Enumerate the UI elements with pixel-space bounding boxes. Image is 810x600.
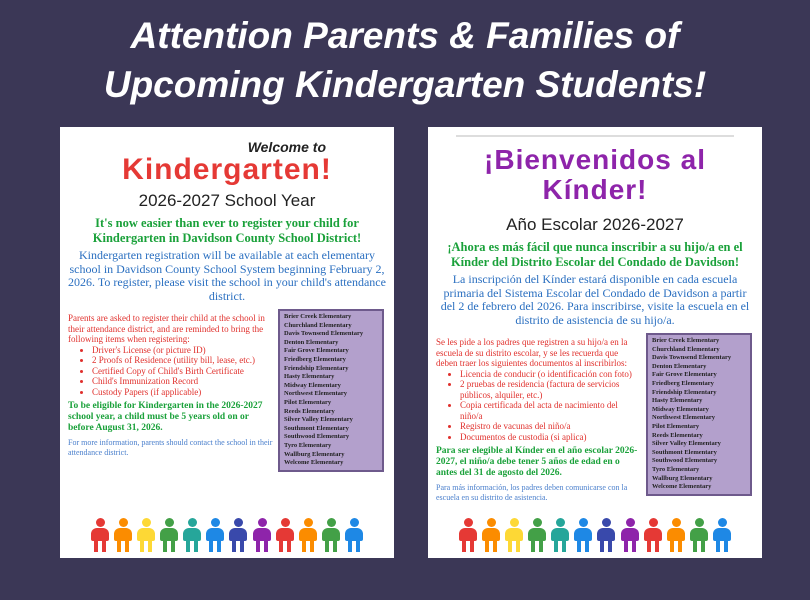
- child-figure-icon: [159, 518, 179, 552]
- child-figure-icon: [321, 518, 341, 552]
- more-info-text: For more information, parents should contact the school in their attendance district.: [68, 438, 273, 457]
- school-name: Denton Elementary: [652, 362, 707, 370]
- requirements: [68, 313, 273, 397]
- child-figure-icon: [504, 518, 524, 552]
- school-name: Churchland Elementary: [652, 345, 720, 353]
- bienvenidos-logo: [436, 145, 754, 205]
- requirements: [436, 337, 641, 442]
- school-year: Año Escolar 2026-2027: [506, 215, 684, 234]
- child-figure-icon: [458, 518, 478, 552]
- school-name: Tyro Elementary: [652, 465, 700, 473]
- school-name: Pilot Elementary: [284, 398, 332, 406]
- requirement-item: • 2 Proofs of Residence (utility bill, lease, etc.): [92, 355, 273, 366]
- eligibility-text: To be eligible for Kindergarten in the 2026-2027 school year, a child must be 5 years old on or before August 31, 2026.: [68, 401, 263, 433]
- child-figure-icon: [344, 518, 364, 552]
- school-name: Churchland Elementary: [284, 321, 352, 329]
- school-name: Tyro Elementary: [284, 441, 332, 449]
- requirements-list: [436, 369, 641, 443]
- children-graphic: [458, 514, 732, 552]
- requirements-intro: Se les pide a los padres que registren a su hijo/a en la escuela de su distrito escolar, y se les recuerda que deben traer los siguientes documentos al inscribirlos:: [436, 337, 628, 368]
- child-figure-icon: [712, 518, 732, 552]
- child-figure-icon: [298, 518, 318, 552]
- school-name: Davis Townsend Elementary: [284, 330, 364, 338]
- requirement-item: • 2 pruebas de residencia (factura de servicios públicos, alquiler, etc.): [460, 379, 641, 400]
- requirement-item: • Child's Immunization Record: [92, 376, 273, 387]
- school-name: Reeds Elementary: [652, 431, 703, 439]
- headline-line-1: Attention Parents & Families of: [130, 15, 680, 56]
- school-name: Fair Grove Elementary: [284, 347, 349, 355]
- school-name: Friedberg Elementary: [284, 355, 346, 363]
- kindergarten-logo: [68, 127, 386, 185]
- child-figure-icon: [596, 518, 616, 552]
- school-name: Reeds Elementary: [284, 407, 335, 415]
- child-figure-icon: [113, 518, 133, 552]
- children-graphic: [90, 514, 364, 552]
- eligibility-text: Para ser elegible al Kínder en el año escolar 2026- 2027, el niño/a debe tener 5 años de edad en o antes del 31 de agosto del 2026.: [436, 446, 638, 478]
- school-name: Denton Elementary: [284, 338, 339, 346]
- child-figure-icon: [666, 518, 686, 552]
- school-name: Silver Valley Elementary: [652, 440, 721, 448]
- school-name: Northwest Elementary: [652, 414, 715, 422]
- school-name: Wallburg Elementary: [652, 474, 713, 482]
- lead-text: It's now easier than ever to register your child for Kindergarten in Davidson County School District!: [92, 216, 362, 245]
- spanish-flyer: [428, 127, 762, 558]
- requirement-item: • Certified Copy of Child's Birth Certificate: [92, 366, 273, 377]
- child-figure-icon: [550, 518, 570, 552]
- requirement-item: • Registro de vacunas del niño/a: [460, 421, 641, 432]
- school-list: [278, 309, 384, 472]
- school-name: Hasty Elementary: [284, 373, 335, 381]
- school-name: Southwood Elementary: [284, 433, 350, 441]
- availability-text: La inscripción del Kínder estará disponible en cada escuela primaria del Sistema Escolar del Condado de Davidson a partir del 2 de febrero del 2026. Para inscribirse, visite la escuela en el distrito de asistencia de su hijo/a.: [440, 272, 750, 327]
- school-name: Fair Grove Elementary: [652, 371, 717, 379]
- school-name: Friedberg Elementary: [652, 379, 714, 387]
- school-name: Friendship Elementary: [284, 364, 349, 372]
- requirement-item: • Custody Papers (if applicable): [92, 387, 273, 398]
- school-name: Welcome Elementary: [652, 483, 712, 491]
- requirement-item: • Copia certificada del acta de nacimiento del niño/a: [460, 400, 641, 421]
- logo-welcome-text: Welcome to: [247, 139, 326, 155]
- requirements-intro: Parents are asked to register their child at the school in their attendance district, and are reminded to bring the following items when registering:: [68, 313, 265, 344]
- requirement-item: • Documentos de custodia (si aplica): [460, 432, 641, 443]
- lead-text: ¡Ahora es más fácil que nunca inscribir a su hijo/a en el Kínder del Distrito Escolar del Condado de Davidson!: [447, 240, 743, 269]
- logo-kindergarten-text: Kindergarten!: [122, 153, 332, 186]
- child-figure-icon: [205, 518, 225, 552]
- school-year: 2026-2027 School Year: [138, 191, 316, 210]
- child-figure-icon: [275, 518, 295, 552]
- child-figure-icon: [90, 518, 110, 552]
- requirements-list: [68, 345, 273, 398]
- top-divider: [456, 135, 734, 137]
- school-name: Silver Valley Elementary: [284, 416, 353, 424]
- school-name: Brier Creek Elementary: [284, 313, 352, 320]
- school-name: Hasty Elementary: [652, 397, 703, 405]
- school-name: Brier Creek Elementary: [652, 337, 720, 344]
- school-name: Welcome Elementary: [284, 459, 344, 467]
- school-name: Wallburg Elementary: [284, 450, 345, 458]
- english-flyer: [60, 127, 394, 558]
- school-name: Midway Elementary: [284, 381, 341, 389]
- school-name: Southmont Elementary: [284, 424, 349, 432]
- child-figure-icon: [527, 518, 547, 552]
- more-info-text: Para más información, los padres deben comunicarse con la escuela en su distrito de asistencia.: [436, 483, 628, 502]
- requirement-item: • Driver's License (or picture ID): [92, 345, 273, 356]
- school-name: Southmont Elementary: [652, 448, 717, 456]
- headline-line-2: Upcoming Kindergarten Students!: [103, 64, 707, 105]
- logo-bienvenidos-text: ¡Bienvenidos al Kínder!: [484, 144, 706, 205]
- child-figure-icon: [573, 518, 593, 552]
- school-name: Friendship Elementary: [652, 388, 717, 396]
- school-name: Davis Townsend Elementary: [652, 354, 732, 362]
- requirement-item: • Licencia de conducir (o identificación con foto): [460, 369, 641, 380]
- child-figure-icon: [136, 518, 156, 552]
- child-figure-icon: [252, 518, 272, 552]
- school-name: Midway Elementary: [652, 405, 709, 413]
- school-name: Pilot Elementary: [652, 422, 700, 430]
- child-figure-icon: [481, 518, 501, 552]
- school-name: Southwood Elementary: [652, 457, 718, 465]
- school-list: [646, 333, 752, 496]
- availability-text: Kindergarten registration will be available at each elementary school in Davidson County School System beginning February 2, 2026. To register, please visit the school in your child's attendance district.: [68, 248, 386, 303]
- child-figure-icon: [182, 518, 202, 552]
- child-figure-icon: [620, 518, 640, 552]
- child-figure-icon: [228, 518, 248, 552]
- child-figure-icon: [689, 518, 709, 552]
- school-name: Northwest Elementary: [284, 390, 347, 398]
- child-figure-icon: [643, 518, 663, 552]
